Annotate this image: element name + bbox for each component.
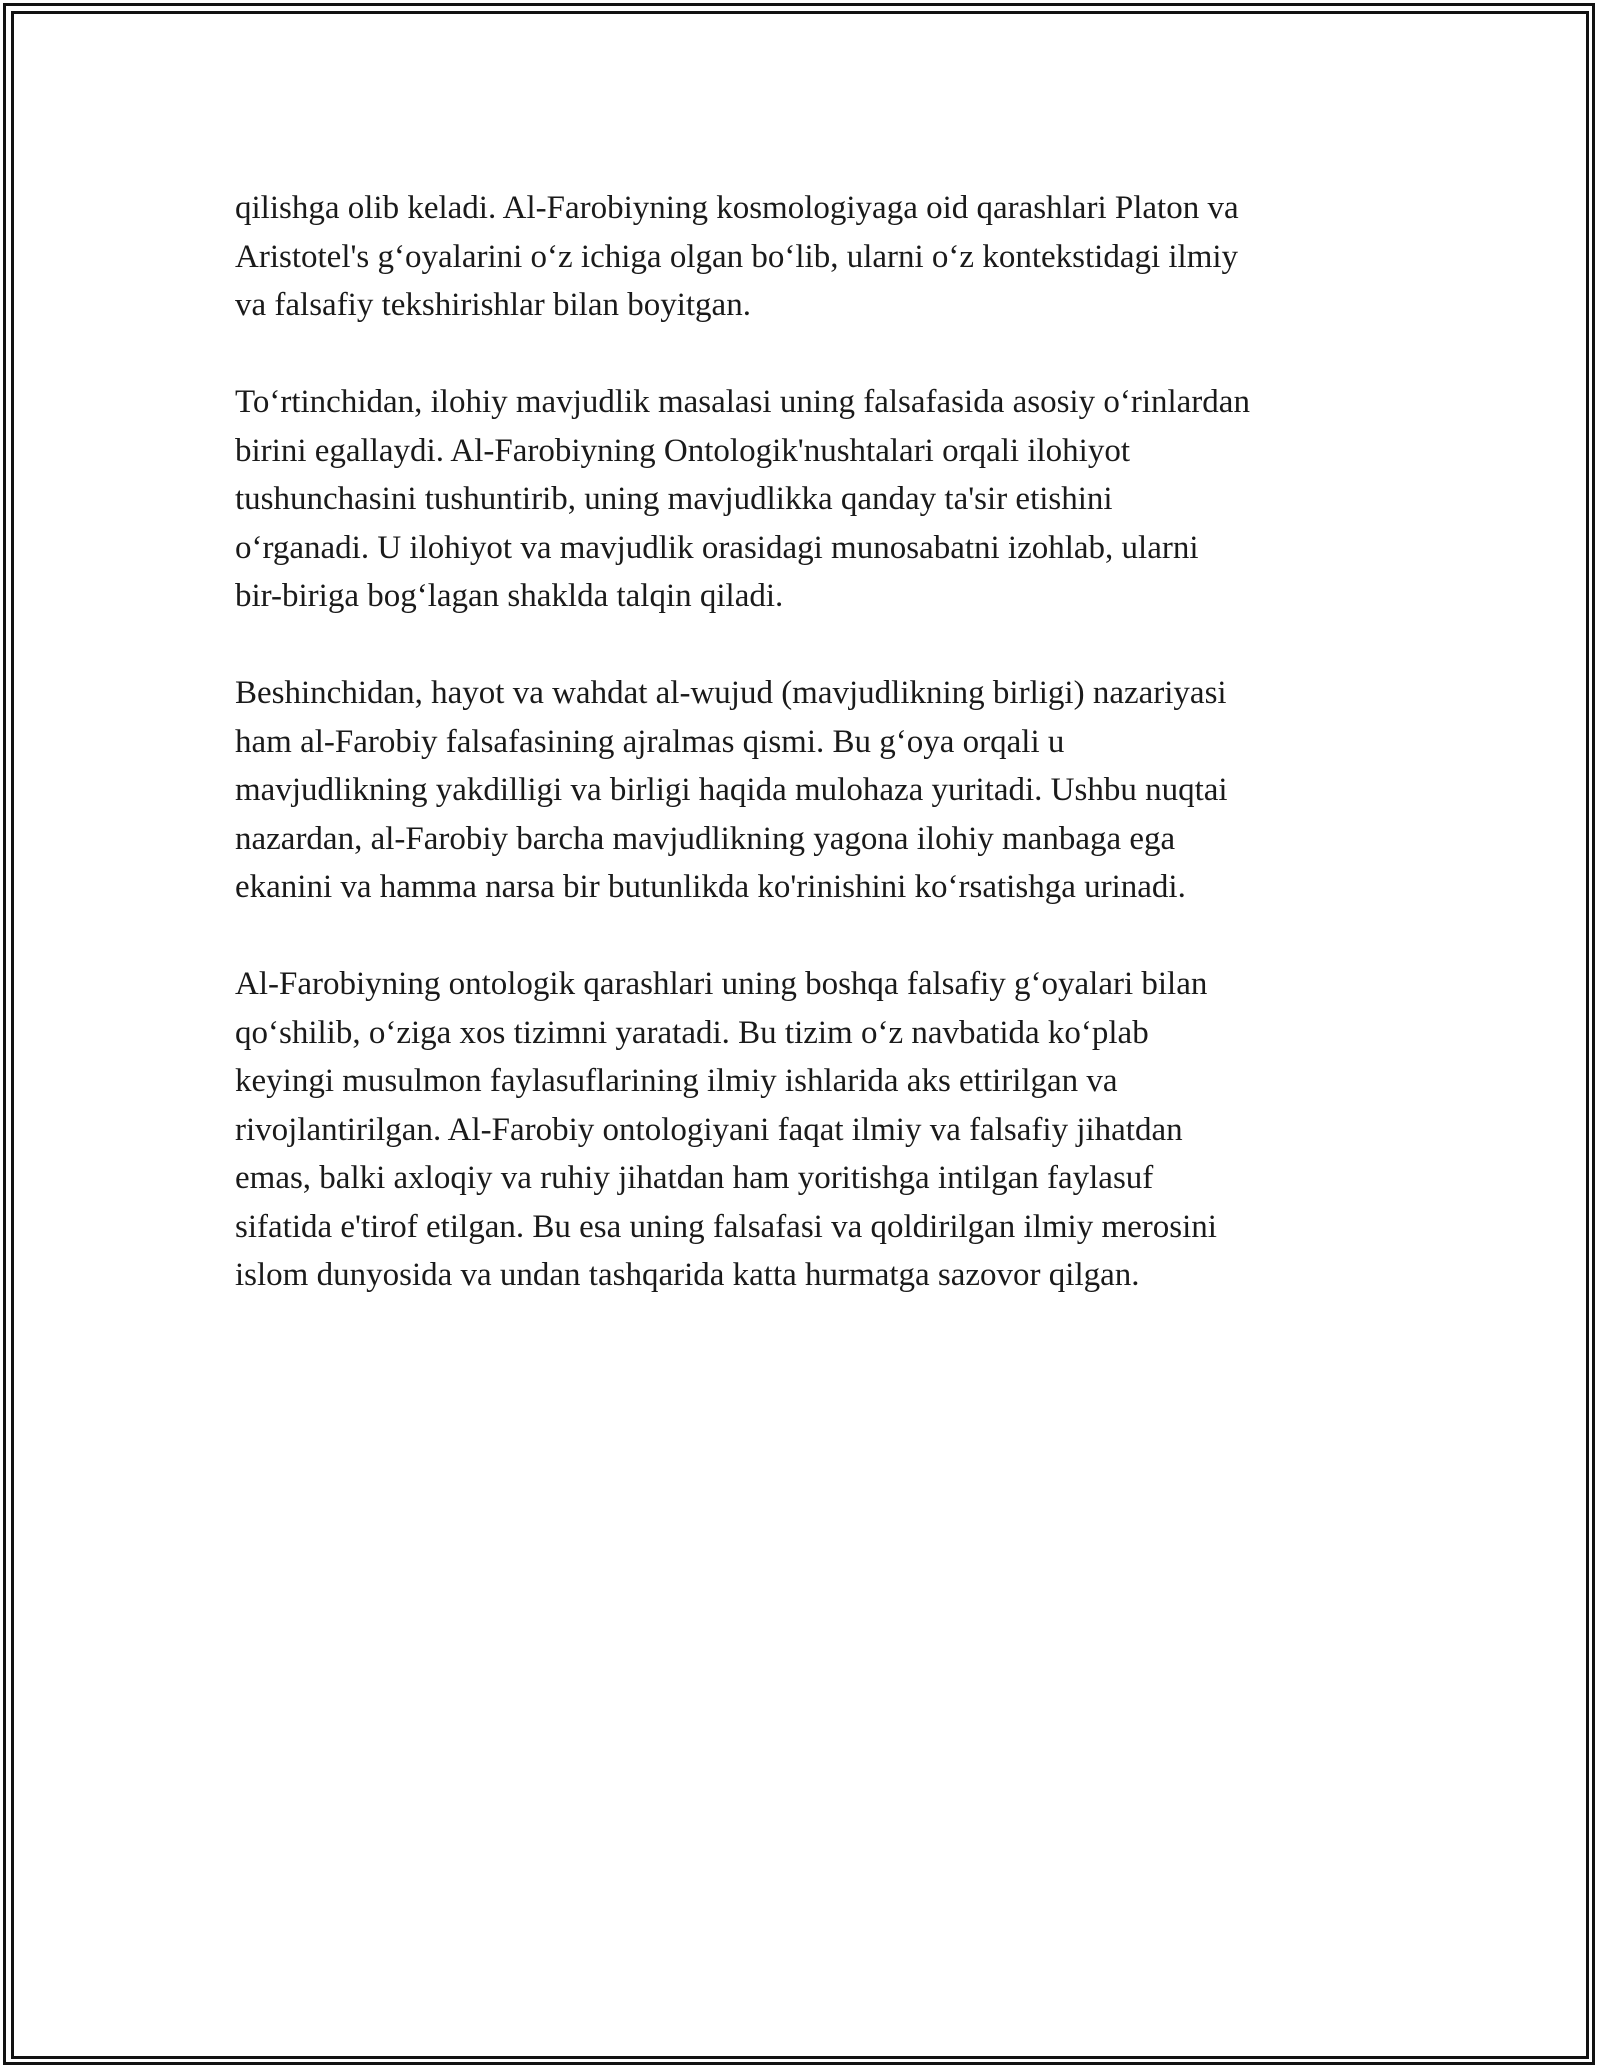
- text-line: mavjudlikning yakdilligi va birligi haqida mulohaza yuritadi. Ushbu nuqtai: [235, 772, 1228, 808]
- text-line: rivojlantirilgan. Al-Farobiy ontologiyani faqat ilmiy va falsafiy jihatdan: [235, 1111, 1183, 1148]
- text-line: keyingi musulmon faylasuflarining ilmiy ishlarida aks ettirilgan va: [235, 1063, 1118, 1099]
- text-line: va falsafiy tekshirishlar bilan boyitgan.: [235, 287, 751, 323]
- text-line: Al-Farobiyning ontologik qarashlari uning boshqa falsafiy g‘oyalari bilan: [235, 966, 1208, 1002]
- paragraph-1: [235, 184, 1385, 330]
- text-line: islom dunyosida va undan tashqarida katta hurmatga sazovor qilgan.: [235, 1257, 1140, 1293]
- text-line: Beshinchidan, hayot va wahdat al-wujud (mavjudlikning birligi) nazariyasi: [235, 675, 1227, 711]
- text-line: nazardan, al-Farobiy barcha mavjudlikning yagona ilohiy manbaga ega: [235, 820, 1176, 857]
- paragraph-4: [235, 960, 1385, 1300]
- text-line: bir-biriga bog‘lagan shaklda talqin qiladi.: [235, 578, 784, 614]
- paragraph-3: [235, 669, 1385, 912]
- text-line: tushunchasini tushuntirib, uning mavjudlikka qanday ta'sir etishini: [235, 481, 1113, 517]
- text-line: emas, balki axloqiy va ruhiy jihatdan ham yoritishga intilgan faylasuf: [235, 1160, 1154, 1196]
- text-line: birini egallaydi. Al-Farobiyning Ontologik'nushtalari orqali ilohiyot: [235, 432, 1130, 469]
- text-line: ekanini va hamma narsa bir butunlikda ko'rinishini ko‘rsatishga urinadi.: [235, 869, 1186, 905]
- text-line: To‘rtinchidan, ilohiy mavjudlik masalasi uning falsafasida asosiy o‘rinlardan: [235, 384, 1250, 420]
- paragraph-2: [235, 378, 1385, 621]
- text-line: ham al-Farobiy falsafasining ajralmas qismi. Bu g‘oya orqali u: [235, 723, 1065, 760]
- text-line: o‘rganadi. U ilohiyot va mavjudlik orasidagi munosabatni izohlab, ularni: [235, 529, 1199, 566]
- document-body: [235, 184, 1385, 1348]
- text-line: qilishga olib keladi. Al-Farobiyning kosmologiyaga oid qarashlari Platon va: [235, 190, 1239, 226]
- text-line: qo‘shilib, o‘ziga xos tizimni yaratadi. Bu tizim o‘z navbatida ko‘plab: [235, 1014, 1149, 1051]
- text-line: sifatida e'tirof etilgan. Bu esa uning falsafasi va qoldirilgan ilmiy merosini: [235, 1208, 1217, 1245]
- text-line: Aristotel's g‘oyalarini o‘z ichiga olgan bo‘lib, ularni o‘z kontekstidagi ilmiy: [235, 238, 1239, 275]
